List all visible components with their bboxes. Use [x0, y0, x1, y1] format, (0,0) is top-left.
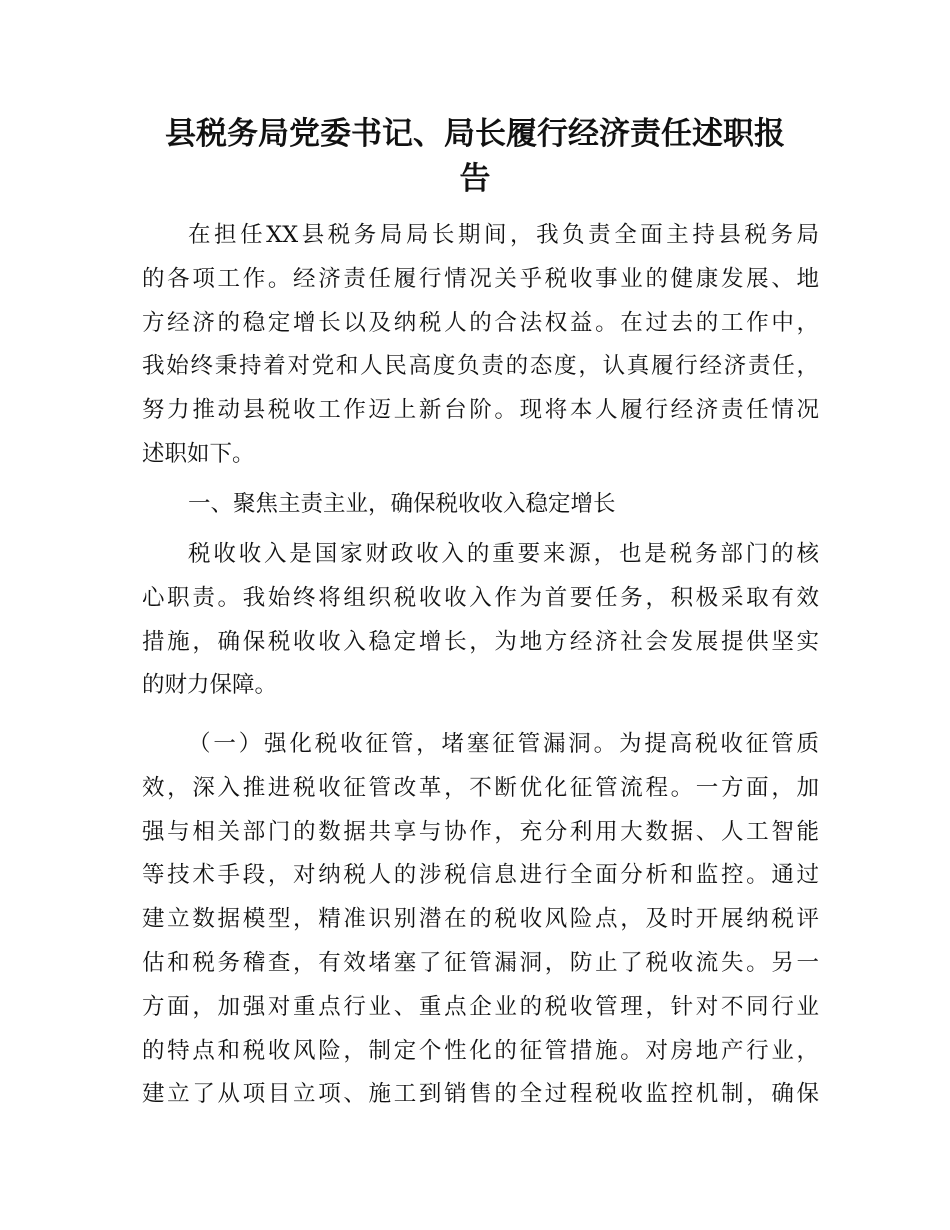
- text-line: 税收收入是国家财政收入的重要来源，也是税务部门的核: [188, 541, 819, 567]
- text-line: 我始终秉持着对党和人民高度负责的态度，认真履行经济责任，: [142, 353, 819, 380]
- text-line: 的财力保障。: [142, 672, 278, 699]
- text-line: 效，深入推进税收征管改革，不断优化征管流程。一方面，加: [142, 774, 819, 801]
- heading-line: 一、聚焦主责主业，确保税收收入稳定增长: [188, 491, 616, 517]
- text-line: 等技术手段，对纳税人的涉税信息进行全面分析和监控。通过: [142, 862, 819, 889]
- text-line: 的各项工作。经济责任履行情况关乎税收事业的健康发展、地: [142, 265, 819, 292]
- text-line: 建立了从项目立项、施工到销售的全过程税收监控机制，确保: [142, 1081, 819, 1108]
- text-line: 心职责。我始终将组织税收收入作为首要任务，积极采取有效: [142, 584, 819, 611]
- title-line: 告: [459, 161, 491, 197]
- paragraph-revenue: [142, 533, 819, 708]
- text-line: 方经济的稳定增长以及纳税人的合法权益。在过去的工作中，: [142, 309, 819, 336]
- text-line: 在担任XX县税务局局长期间，我负责全面主持县税务局: [188, 222, 819, 248]
- text-line: 方面，加强对重点行业、重点企业的税收管理，针对不同行业: [142, 993, 819, 1020]
- text-line: 努力推动县税收工作迈上新台阶。现将本人履行经济责任情况: [142, 397, 819, 424]
- document-title: [130, 112, 820, 202]
- text-line: 估和税务稽查，有效堵塞了征管漏洞，防止了税收流失。另一: [142, 949, 819, 976]
- paragraph-intro: [142, 214, 819, 477]
- text-line: 强与相关部门的数据共享与协作，充分利用大数据、人工智能: [142, 818, 819, 845]
- title-line: 县税务局党委书记、局长履行经济责任述职报: [165, 116, 785, 152]
- text-line: 的特点和税收风险，制定个性化的征管措施。对房地产行业，: [142, 1037, 819, 1064]
- text-line: 述职如下。: [142, 440, 255, 467]
- text-line: 建立数据模型，精准识别潜在的税收风险点，及时开展纳税评: [142, 906, 819, 933]
- section-heading: [142, 483, 819, 527]
- text-line: （一）强化税收征管，堵塞征管漏洞。为提高税收征管质: [188, 731, 819, 757]
- text-line: 措施，确保税收收入稳定增长，为地方经济社会发展提供坚实: [142, 628, 819, 655]
- paragraph-collection: [142, 723, 819, 1117]
